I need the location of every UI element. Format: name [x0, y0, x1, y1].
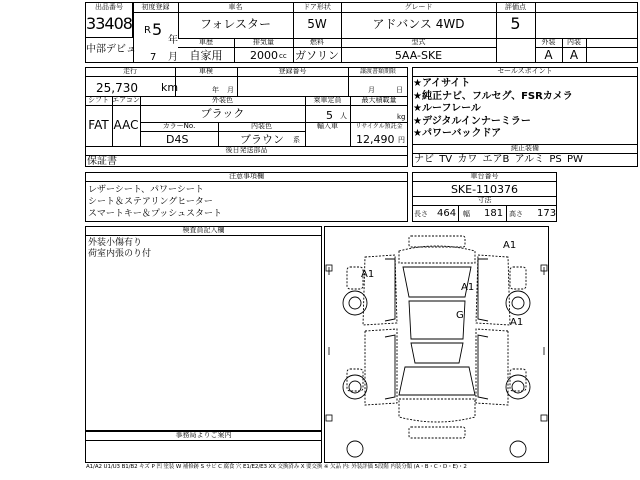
note-line-2: シート＆ステアリングヒーター: [88, 197, 213, 207]
recycle-fee-unit: 円: [398, 136, 405, 144]
reg-year: 5: [152, 20, 163, 39]
import-label: 輸入車: [317, 122, 338, 130]
car-name: フォレスター: [199, 17, 272, 31]
exterior-color: ブラック: [200, 107, 245, 120]
mileage-unit: km: [161, 81, 179, 94]
inspector-line-1: 外装小傷有り: [88, 238, 143, 248]
aircon: AAC: [113, 118, 139, 132]
displacement: 2000: [250, 49, 278, 62]
reg-month-unit: 月: [168, 52, 178, 63]
sales-point-5: ★パワーバックドア: [413, 128, 502, 139]
notes-label: 注意事項欄: [229, 172, 264, 180]
inspector-line-2: 荷室内張のり付: [88, 249, 152, 259]
exterior-color-label: 外装色: [212, 96, 233, 104]
interior-color: ブラウン: [240, 133, 284, 146]
sales-points-label: セールスポイント: [497, 67, 553, 75]
recycle-fee: 12,490: [356, 133, 395, 146]
door-type: 5W: [307, 17, 327, 31]
inspection-year-unit: 年: [212, 86, 219, 94]
seats: 5: [326, 109, 333, 122]
era: R: [144, 25, 151, 36]
max-load-label: 最大積載量: [361, 96, 397, 104]
transfer-month-unit: 月: [368, 86, 375, 94]
recycle-fee-label: リサイクル預託金: [355, 123, 403, 130]
score: 5: [510, 14, 521, 33]
damage-legend: A1/A2 U1/U3 B1/B2 キズ P 凹 塗装 W 補修跡 S サビ C 腐食 穴 E1/E2/E3 XX 交換済み X 要交換 ※ 欠品 内: 外装評価 5段階 内装分類 (A・B・C・D・E)・2: [86, 464, 467, 470]
width: 181: [484, 208, 504, 219]
equip-airbag: エアB: [482, 154, 510, 165]
car-diagram: [324, 226, 549, 463]
aircon-label: エアコン: [112, 96, 140, 104]
equip-leather: カワ: [457, 154, 478, 165]
damage-mark-g-windshield: G: [456, 310, 464, 321]
max-load-unit: kg: [397, 113, 406, 121]
sales-point-3: ★ルーフレール: [413, 103, 481, 114]
width-label: 幅: [463, 210, 470, 218]
seats-unit: 人: [340, 112, 347, 120]
interior-color-unit: 系: [293, 136, 300, 144]
transfer-docs-label: 譲渡書類期限: [359, 68, 396, 75]
length-label: 長さ: [414, 210, 428, 218]
car-outline: [347, 236, 526, 438]
door-label: ドア形状: [303, 3, 331, 11]
exterior-grade: A: [544, 48, 553, 62]
mileage-label: 走行: [123, 67, 137, 75]
damage-mark-a1-rear-left: A1: [503, 240, 517, 251]
reg-month: 7: [150, 52, 157, 63]
debut-label: 中部デビュ: [86, 44, 136, 55]
use-label: 車歴: [199, 38, 213, 46]
color-no: D4S: [166, 133, 189, 146]
lot-number: 33408: [86, 14, 132, 33]
first-reg-label: 初度登録: [141, 3, 170, 11]
warranty-book: 保証書: [87, 156, 117, 167]
damage-mark-a1-roof: A1: [361, 269, 375, 280]
color-no-label: カラーNo.: [162, 122, 196, 130]
equipment-list: [414, 155, 583, 165]
shift: FAT: [88, 118, 109, 132]
height-label: 高さ: [509, 210, 523, 218]
model-code: 5AA-SKE: [394, 49, 443, 62]
exterior-grade-label: 外装: [541, 38, 556, 46]
chassis-label: 車台番号: [470, 172, 499, 180]
use: 自家用: [189, 49, 223, 62]
note-line-3: スマートキー＆プッシュスタート: [88, 209, 223, 219]
delivery-parts-label: 後日発送部品: [225, 146, 268, 154]
inspector-label: 検査員記入欄: [182, 226, 225, 234]
inspection-expiry-label: 車検: [199, 67, 213, 75]
seats-label: 乗車定員: [313, 96, 342, 104]
grade: アドバンス 4WD: [372, 17, 465, 31]
equip-tv: TV: [439, 154, 453, 165]
sales-point-2: ★純正ナビ、フルセグ、FSRカメラ: [413, 91, 573, 102]
score-label: 評価点: [505, 3, 526, 11]
interior-grade-label: 内装: [567, 38, 581, 46]
equip-alloy: アルミ: [514, 154, 545, 165]
wheels: [343, 291, 530, 457]
inspection-month-unit: 月: [227, 86, 234, 94]
registration-label: 登録番号: [278, 67, 307, 75]
interior-color-label: 内装色: [251, 122, 272, 130]
fuel: ガソリン: [295, 49, 339, 62]
displacement-label: 排気量: [253, 38, 274, 46]
fuel-label: 燃料: [310, 38, 324, 46]
equip-ps: PS: [549, 154, 562, 165]
mileage: 25,730: [96, 81, 138, 95]
shift-label: シフト: [88, 96, 109, 104]
lot-number-label: 出品番号: [95, 3, 123, 11]
office-label: 事務局よりご案内: [175, 431, 232, 439]
interior-grade: A: [569, 48, 579, 62]
displacement-unit: cc: [279, 52, 287, 60]
height: 173: [537, 208, 557, 219]
sales-point-1: ★アイサイト: [413, 78, 471, 89]
transfer-day-unit: 日: [396, 86, 403, 94]
length: 464: [437, 208, 457, 219]
car-diagram-svg: [325, 227, 548, 462]
chassis-number: SKE-110376: [450, 183, 519, 196]
damage-mark-a1-rear-door: A1: [461, 282, 475, 293]
model-label: 型式: [411, 38, 426, 46]
car-name-label: 車名: [228, 3, 243, 11]
equipment-label: 純正装備: [511, 144, 539, 152]
sales-point-4: ★デジタルインナーミラー: [413, 116, 531, 127]
equip-navi: ナビ: [414, 154, 434, 165]
dimensions-label: 寸法: [477, 196, 492, 204]
reg-year-unit: 年: [168, 35, 178, 46]
equip-pw: PW: [566, 154, 583, 165]
grade-label: グレード: [404, 3, 433, 11]
damage-mark-a1-side-right: A1: [510, 317, 524, 328]
note-line-1: レザーシート、パワーシート: [88, 185, 204, 195]
